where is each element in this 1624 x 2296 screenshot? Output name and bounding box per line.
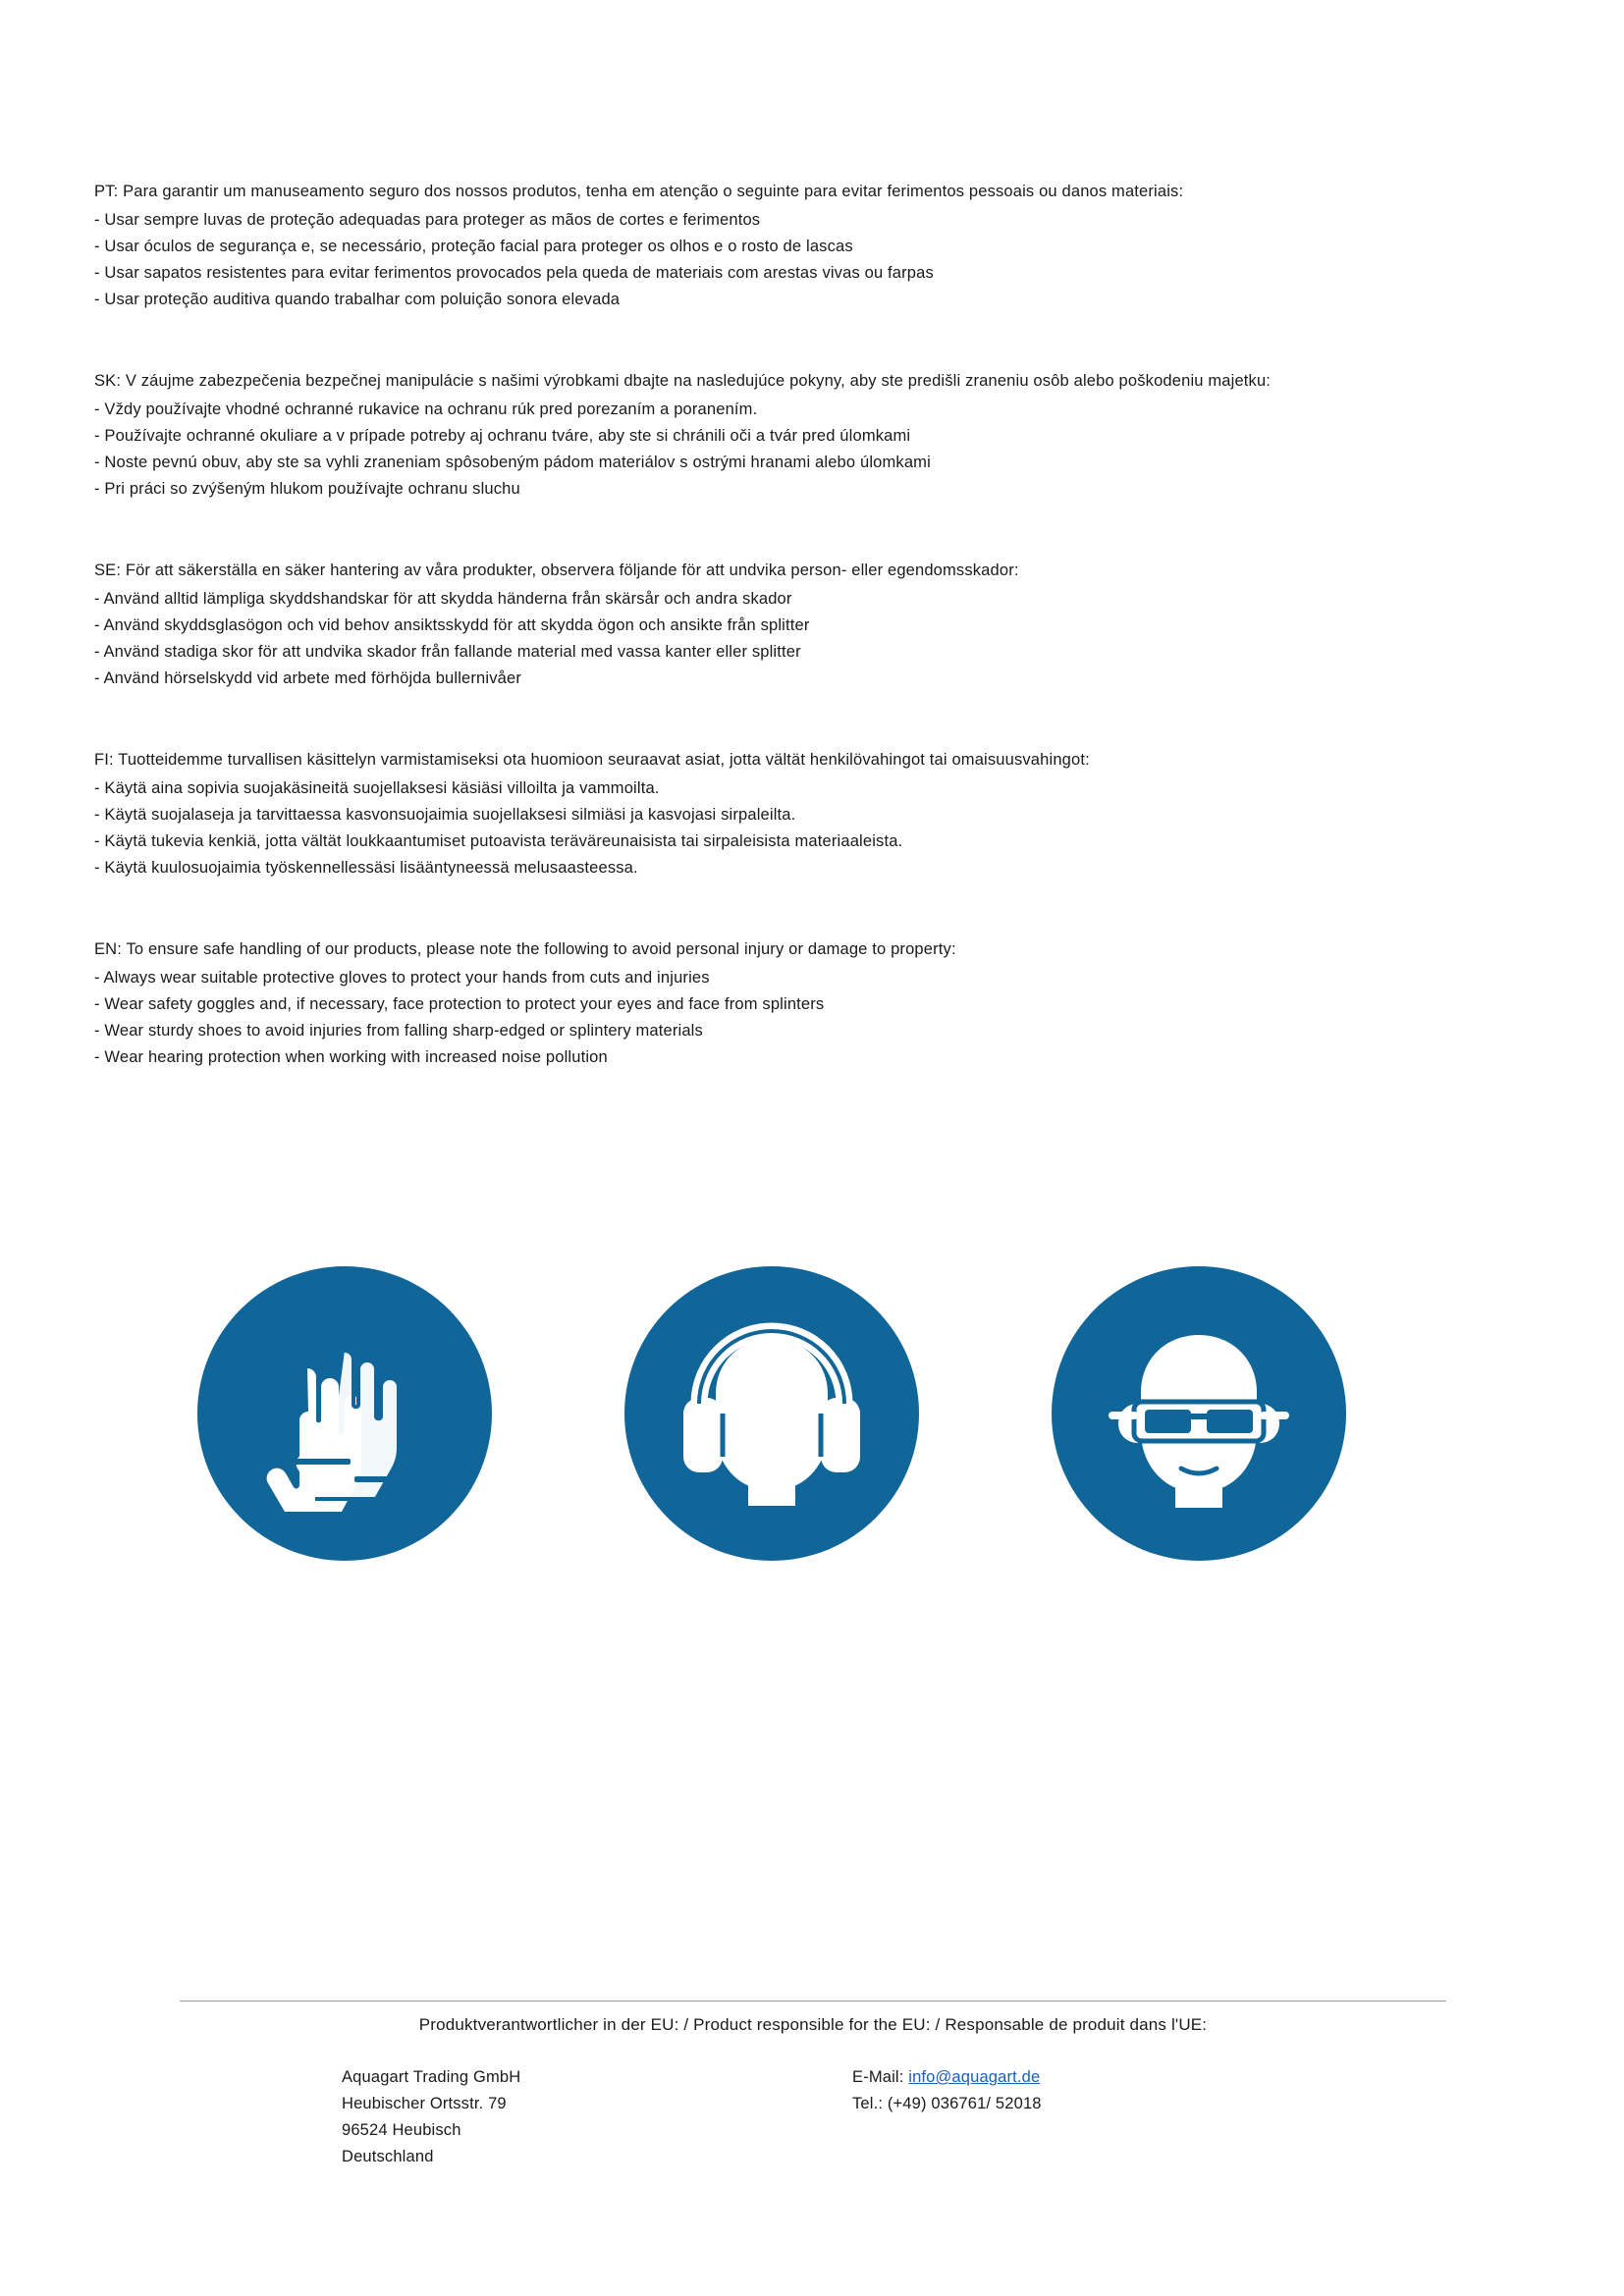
se-bullet-1: - Använd alltid lämpliga skyddshandskar för att skydda händerna från skärsår och andra skador [94, 590, 792, 608]
footer-divider [180, 2001, 1446, 2002]
fi-bullet-1: - Käytä aina sopivia suojakäsineitä suojellaksesi käsiäsi villoilta ja vammoilta. [94, 779, 660, 797]
wear-eye-protection-icon [1052, 1266, 1346, 1561]
sk-bullet-4: - Pri práci so zvýšeným hlukom používajte ochranu sluchu [94, 480, 520, 498]
company-street: Heubischer Ortsstr. 79 [342, 2095, 507, 2112]
fi-intro: FI: Tuotteidemme turvallisen käsittelyn varmistamiseksi ota huomioon seuraavat asiat, jotta vältät henkilövahingot tai omaisuusvahingot: [94, 751, 1090, 769]
footer-columns [180, 2064, 1446, 2170]
fi-bullet-4: - Käytä kuulosuojaimia työskennellessäsi lisääntyneessä melusaasteessa. [94, 859, 638, 877]
se-bullet-3: - Använd stadiga skor för att undvika skador från fallande material med vassa kanter eller splitter [94, 643, 801, 661]
fi-bullet-3: - Käytä tukevia kenkiä, jotta vältät loukkaantumiset putoavista teräväreunaisista tai sirpaleisista materiaaleista. [94, 832, 903, 850]
en-bullet-2: - Wear safety goggles and, if necessary, face protection to protect your eyes and face from splinters [94, 995, 825, 1013]
pictogram-row [94, 1266, 1449, 1590]
wear-ear-protection-icon [624, 1266, 919, 1561]
se-intro: SE: För att säkerställa en säker hantering av våra produkter, observera följande för att undvika person- eller egendomsskador: [94, 561, 1019, 579]
pt-bullet-2: - Usar óculos de segurança e, se necessário, proteção facial para proteger os olhos e o rosto de lascas [94, 238, 853, 255]
sk-bullet-3: - Noste pevnú obuv, aby ste sa vyhli zraneniam spôsobeným pádom materiálov s ostrými hranami alebo úlomkami [94, 454, 931, 471]
en-intro: EN: To ensure safe handling of our products, please note the following to avoid personal injury or damage to property: [94, 940, 956, 958]
pt-bullet-3: - Usar sapatos resistentes para evitar ferimentos provocados pela queda de materiais com arestas vivas ou farpas [94, 264, 934, 282]
sk-bullet-2: - Používajte ochranné okuliare a v prípade potreby aj ochranu tváre, aby ste si chránili oči a tvár pred úlomkami [94, 427, 911, 445]
sk-intro: SK: V záujme zabezpečenia bezpečnej manipulácie s našimi výrobkami dbajte na nasledujúce pokyny, aby ste predišli zraneniu osôb alebo poškodeniu majetku: [94, 372, 1272, 390]
email-row [852, 2064, 1363, 2091]
wear-protective-gloves-icon [197, 1266, 492, 1561]
pt-bullet-1: - Usar sempre luvas de proteção adequadas para proteger as mãos de cortes e ferimentos [94, 211, 761, 229]
footer-title: Produktverantwortlicher in der EU: / Product responsible for the EU: / Responsable de produit dans l'UE: [418, 2015, 1208, 2034]
language-block-fi [94, 747, 1449, 881]
se-bullet-2: - Använd skyddsglasögon och vid behov ansiktsskydd för att skydda ögon och ansikte från splitter [94, 616, 810, 634]
footer-contact [852, 2064, 1363, 2170]
language-block-pt [94, 179, 1449, 313]
language-block-en [94, 936, 1449, 1071]
company-city: 96524 Heubisch [342, 2121, 461, 2139]
se-bullet-4: - Använd hörselskydd vid arbete med förhöjda bullernivåer [94, 669, 521, 687]
safety-instructions [94, 179, 1449, 1071]
footer-address [342, 2064, 852, 2170]
pt-bullet-4: - Usar proteção auditiva quando trabalhar com poluição sonora elevada [94, 291, 621, 308]
sk-bullet-1: - Vždy používajte vhodné ochranné rukavice na ochranu rúk pred porezaním a poranením. [94, 400, 758, 418]
email-link[interactable]: info@aquagart.de [908, 2068, 1041, 2086]
fi-bullet-2: - Käytä suojalaseja ja tarvittaessa kasvonsuojaimia suojellaksesi silmiäsi ja kasvojasi sirpaleilta. [94, 806, 796, 824]
pt-intro: PT: Para garantir um manuseamento seguro dos nossos produtos, tenha em atenção o seguinte para evitar ferimentos pessoais ou danos materiais: [94, 183, 1184, 200]
en-bullet-1: - Always wear suitable protective gloves to protect your hands from cuts and injuries [94, 969, 710, 987]
phone-row: Tel.: (+49) 036761/ 52018 [852, 2095, 1042, 2112]
en-bullet-4: - Wear hearing protection when working with increased noise pollution [94, 1048, 608, 1066]
email-label: E-Mail: [852, 2068, 909, 2086]
language-block-sk [94, 368, 1449, 503]
company-country: Deutschland [342, 2148, 434, 2165]
language-block-se [94, 558, 1449, 692]
company-name: Aquagart Trading GmbH [342, 2068, 521, 2086]
footer [180, 2001, 1446, 2170]
en-bullet-3: - Wear sturdy shoes to avoid injuries from falling sharp-edged or splintery materials [94, 1022, 703, 1040]
